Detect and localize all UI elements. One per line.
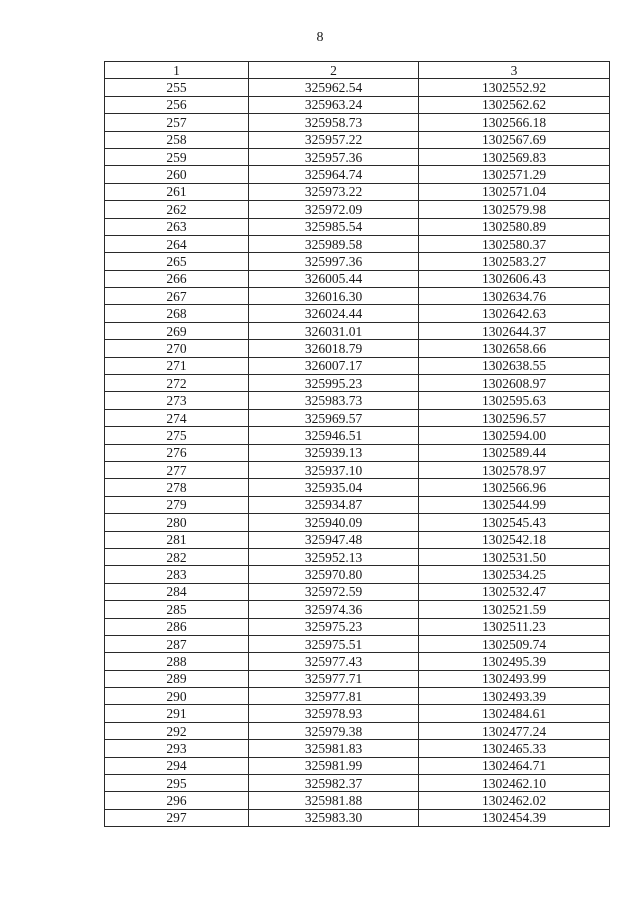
y-coordinate-cell: 1302642.63 bbox=[419, 305, 610, 322]
table-body bbox=[105, 79, 610, 827]
point-number-cell: 266 bbox=[105, 270, 249, 287]
point-number-cell: 276 bbox=[105, 444, 249, 461]
y-coordinate-cell: 1302521.59 bbox=[419, 601, 610, 618]
table-row bbox=[105, 444, 610, 461]
point-number-cell: 257 bbox=[105, 114, 249, 131]
point-number-cell: 278 bbox=[105, 479, 249, 496]
x-coordinate-cell: 325995.23 bbox=[249, 375, 419, 392]
table-row bbox=[105, 566, 610, 583]
y-coordinate-cell: 1302495.39 bbox=[419, 653, 610, 670]
y-coordinate-cell: 1302493.39 bbox=[419, 688, 610, 705]
point-number-cell: 272 bbox=[105, 375, 249, 392]
table-row bbox=[105, 201, 610, 218]
column-header-point-number: 1 bbox=[105, 62, 249, 79]
point-number-cell: 275 bbox=[105, 427, 249, 444]
x-coordinate-cell: 325985.54 bbox=[249, 218, 419, 235]
column-header-y-coordinate: 3 bbox=[419, 62, 610, 79]
point-number-cell: 286 bbox=[105, 618, 249, 635]
x-coordinate-cell: 325979.38 bbox=[249, 722, 419, 739]
table-row bbox=[105, 496, 610, 513]
point-number-cell: 256 bbox=[105, 96, 249, 113]
y-coordinate-cell: 1302462.10 bbox=[419, 775, 610, 792]
y-coordinate-cell: 1302562.62 bbox=[419, 96, 610, 113]
x-coordinate-cell: 325981.83 bbox=[249, 740, 419, 757]
table-row bbox=[105, 148, 610, 165]
x-coordinate-cell: 326016.30 bbox=[249, 288, 419, 305]
y-coordinate-cell: 1302658.66 bbox=[419, 340, 610, 357]
y-coordinate-cell: 1302566.96 bbox=[419, 479, 610, 496]
table-row bbox=[105, 583, 610, 600]
x-coordinate-cell: 325937.10 bbox=[249, 461, 419, 478]
table-row bbox=[105, 183, 610, 200]
y-coordinate-cell: 1302571.04 bbox=[419, 183, 610, 200]
point-number-cell: 274 bbox=[105, 409, 249, 426]
x-coordinate-cell: 325975.23 bbox=[249, 618, 419, 635]
table-row bbox=[105, 670, 610, 687]
table-row bbox=[105, 635, 610, 652]
y-coordinate-cell: 1302589.44 bbox=[419, 444, 610, 461]
y-coordinate-cell: 1302583.27 bbox=[419, 253, 610, 270]
y-coordinate-cell: 1302608.97 bbox=[419, 375, 610, 392]
y-coordinate-cell: 1302511.23 bbox=[419, 618, 610, 635]
y-coordinate-cell: 1302532.47 bbox=[419, 583, 610, 600]
table-header bbox=[105, 62, 610, 79]
point-number-cell: 259 bbox=[105, 148, 249, 165]
y-coordinate-cell: 1302571.29 bbox=[419, 166, 610, 183]
point-number-cell: 282 bbox=[105, 548, 249, 565]
table-row bbox=[105, 601, 610, 618]
table-row bbox=[105, 461, 610, 478]
table-row bbox=[105, 253, 610, 270]
point-number-cell: 261 bbox=[105, 183, 249, 200]
y-coordinate-cell: 1302542.18 bbox=[419, 531, 610, 548]
table-row bbox=[105, 392, 610, 409]
y-coordinate-cell: 1302567.69 bbox=[419, 131, 610, 148]
y-coordinate-cell: 1302579.98 bbox=[419, 201, 610, 218]
point-number-cell: 267 bbox=[105, 288, 249, 305]
point-number-cell: 281 bbox=[105, 531, 249, 548]
x-coordinate-cell: 325981.88 bbox=[249, 792, 419, 809]
y-coordinate-cell: 1302580.37 bbox=[419, 235, 610, 252]
y-coordinate-cell: 1302462.02 bbox=[419, 792, 610, 809]
y-coordinate-cell: 1302595.63 bbox=[419, 392, 610, 409]
point-number-cell: 290 bbox=[105, 688, 249, 705]
y-coordinate-cell: 1302566.18 bbox=[419, 114, 610, 131]
point-number-cell: 264 bbox=[105, 235, 249, 252]
x-coordinate-cell: 325940.09 bbox=[249, 514, 419, 531]
point-number-cell: 295 bbox=[105, 775, 249, 792]
table-row bbox=[105, 705, 610, 722]
y-coordinate-cell: 1302544.99 bbox=[419, 496, 610, 513]
point-number-cell: 258 bbox=[105, 131, 249, 148]
table-row bbox=[105, 531, 610, 548]
x-coordinate-cell: 325969.57 bbox=[249, 409, 419, 426]
y-coordinate-cell: 1302596.57 bbox=[419, 409, 610, 426]
x-coordinate-cell: 325972.09 bbox=[249, 201, 419, 218]
point-number-cell: 263 bbox=[105, 218, 249, 235]
table-row bbox=[105, 114, 610, 131]
x-coordinate-cell: 325952.13 bbox=[249, 548, 419, 565]
y-coordinate-cell: 1302580.89 bbox=[419, 218, 610, 235]
x-coordinate-cell: 326005.44 bbox=[249, 270, 419, 287]
x-coordinate-cell: 325957.22 bbox=[249, 131, 419, 148]
y-coordinate-cell: 1302545.43 bbox=[419, 514, 610, 531]
table-row bbox=[105, 305, 610, 322]
table-row bbox=[105, 688, 610, 705]
y-coordinate-cell: 1302531.50 bbox=[419, 548, 610, 565]
point-number-cell: 297 bbox=[105, 809, 249, 826]
y-coordinate-cell: 1302477.24 bbox=[419, 722, 610, 739]
point-number-cell: 270 bbox=[105, 340, 249, 357]
point-number-cell: 283 bbox=[105, 566, 249, 583]
point-number-cell: 294 bbox=[105, 757, 249, 774]
y-coordinate-cell: 1302484.61 bbox=[419, 705, 610, 722]
y-coordinate-cell: 1302509.74 bbox=[419, 635, 610, 652]
table-row bbox=[105, 96, 610, 113]
x-coordinate-cell: 325970.80 bbox=[249, 566, 419, 583]
x-coordinate-cell: 325989.58 bbox=[249, 235, 419, 252]
x-coordinate-cell: 325934.87 bbox=[249, 496, 419, 513]
header-row bbox=[105, 62, 610, 79]
table-row bbox=[105, 166, 610, 183]
point-number-cell: 269 bbox=[105, 322, 249, 339]
point-number-cell: 265 bbox=[105, 253, 249, 270]
table-row bbox=[105, 618, 610, 635]
x-coordinate-cell: 325974.36 bbox=[249, 601, 419, 618]
x-coordinate-cell: 325997.36 bbox=[249, 253, 419, 270]
point-number-cell: 277 bbox=[105, 461, 249, 478]
table-row bbox=[105, 340, 610, 357]
x-coordinate-cell: 326024.44 bbox=[249, 305, 419, 322]
point-number-cell: 287 bbox=[105, 635, 249, 652]
y-coordinate-cell: 1302638.55 bbox=[419, 357, 610, 374]
point-number-cell: 280 bbox=[105, 514, 249, 531]
table-row bbox=[105, 218, 610, 235]
point-number-cell: 291 bbox=[105, 705, 249, 722]
point-number-cell: 255 bbox=[105, 79, 249, 96]
table-row bbox=[105, 288, 610, 305]
table-row bbox=[105, 792, 610, 809]
x-coordinate-cell: 326018.79 bbox=[249, 340, 419, 357]
x-coordinate-cell: 325939.13 bbox=[249, 444, 419, 461]
table-row bbox=[105, 131, 610, 148]
x-coordinate-cell: 325977.81 bbox=[249, 688, 419, 705]
table-row bbox=[105, 427, 610, 444]
y-coordinate-cell: 1302493.99 bbox=[419, 670, 610, 687]
table-row bbox=[105, 235, 610, 252]
point-number-cell: 262 bbox=[105, 201, 249, 218]
x-coordinate-cell: 325978.93 bbox=[249, 705, 419, 722]
point-number-cell: 273 bbox=[105, 392, 249, 409]
point-number-cell: 288 bbox=[105, 653, 249, 670]
table-row bbox=[105, 722, 610, 739]
page-number: 8 bbox=[316, 30, 324, 45]
point-number-cell: 279 bbox=[105, 496, 249, 513]
y-coordinate-cell: 1302569.83 bbox=[419, 148, 610, 165]
x-coordinate-cell: 325983.73 bbox=[249, 392, 419, 409]
x-coordinate-cell: 325963.24 bbox=[249, 96, 419, 113]
table-row bbox=[105, 270, 610, 287]
x-coordinate-cell: 325964.74 bbox=[249, 166, 419, 183]
x-coordinate-cell: 325972.59 bbox=[249, 583, 419, 600]
x-coordinate-cell: 325947.48 bbox=[249, 531, 419, 548]
table-row bbox=[105, 653, 610, 670]
table-row bbox=[105, 479, 610, 496]
table-row bbox=[105, 740, 610, 757]
x-coordinate-cell: 325946.51 bbox=[249, 427, 419, 444]
point-number-cell: 268 bbox=[105, 305, 249, 322]
x-coordinate-cell: 325935.04 bbox=[249, 479, 419, 496]
table-row bbox=[105, 409, 610, 426]
x-coordinate-cell: 325958.73 bbox=[249, 114, 419, 131]
table-row bbox=[105, 322, 610, 339]
y-coordinate-cell: 1302634.76 bbox=[419, 288, 610, 305]
point-number-cell: 271 bbox=[105, 357, 249, 374]
x-coordinate-cell: 325982.37 bbox=[249, 775, 419, 792]
table-row bbox=[105, 357, 610, 374]
point-number-cell: 293 bbox=[105, 740, 249, 757]
table-row bbox=[105, 375, 610, 392]
table-row bbox=[105, 809, 610, 826]
column-header-x-coordinate: 2 bbox=[249, 62, 419, 79]
y-coordinate-cell: 1302552.92 bbox=[419, 79, 610, 96]
x-coordinate-cell: 325957.36 bbox=[249, 148, 419, 165]
x-coordinate-cell: 325962.54 bbox=[249, 79, 419, 96]
x-coordinate-cell: 325981.99 bbox=[249, 757, 419, 774]
x-coordinate-cell: 325975.51 bbox=[249, 635, 419, 652]
y-coordinate-cell: 1302454.39 bbox=[419, 809, 610, 826]
table-row bbox=[105, 79, 610, 96]
table-row bbox=[105, 548, 610, 565]
point-number-cell: 285 bbox=[105, 601, 249, 618]
point-number-cell: 260 bbox=[105, 166, 249, 183]
point-number-cell: 289 bbox=[105, 670, 249, 687]
y-coordinate-cell: 1302644.37 bbox=[419, 322, 610, 339]
x-coordinate-cell: 325983.30 bbox=[249, 809, 419, 826]
y-coordinate-cell: 1302534.25 bbox=[419, 566, 610, 583]
coordinates-table bbox=[104, 61, 610, 827]
x-coordinate-cell: 325977.43 bbox=[249, 653, 419, 670]
point-number-cell: 284 bbox=[105, 583, 249, 600]
x-coordinate-cell: 325973.22 bbox=[249, 183, 419, 200]
point-number-cell: 296 bbox=[105, 792, 249, 809]
point-number-cell: 292 bbox=[105, 722, 249, 739]
table-row bbox=[105, 775, 610, 792]
x-coordinate-cell: 326031.01 bbox=[249, 322, 419, 339]
table-row bbox=[105, 514, 610, 531]
x-coordinate-cell: 325977.71 bbox=[249, 670, 419, 687]
y-coordinate-cell: 1302465.33 bbox=[419, 740, 610, 757]
y-coordinate-cell: 1302594.00 bbox=[419, 427, 610, 444]
table-row bbox=[105, 757, 610, 774]
x-coordinate-cell: 326007.17 bbox=[249, 357, 419, 374]
y-coordinate-cell: 1302578.97 bbox=[419, 461, 610, 478]
y-coordinate-cell: 1302606.43 bbox=[419, 270, 610, 287]
y-coordinate-cell: 1302464.71 bbox=[419, 757, 610, 774]
